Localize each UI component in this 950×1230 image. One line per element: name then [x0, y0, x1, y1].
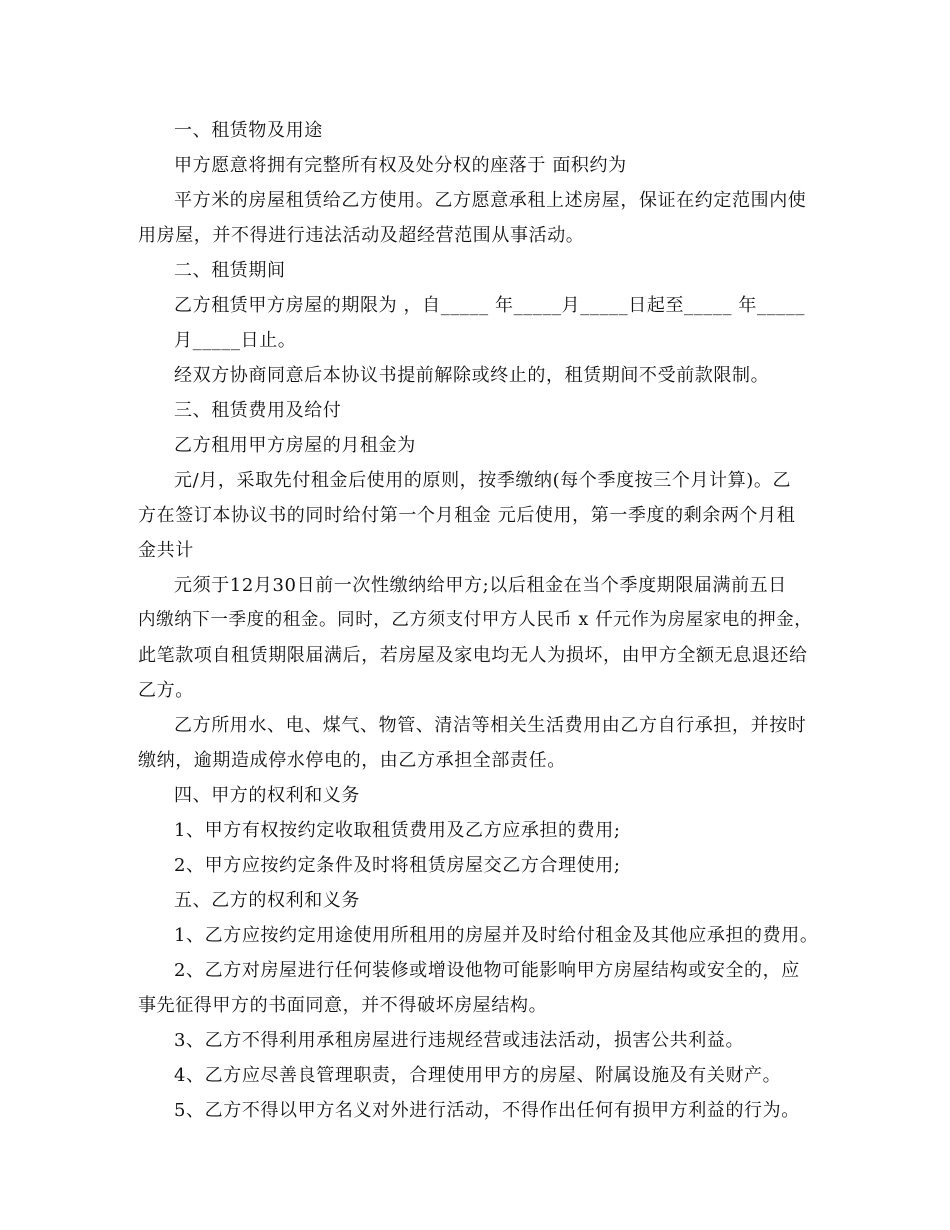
list-item: 2、甲方应按约定条件及时将租赁房屋交乙方合理使用;: [174, 855, 621, 876]
list-item: 1、乙方应按约定用途使用所租用的房屋并及时给付租金及其他应承担的费用。: [174, 925, 819, 946]
paragraph-line: 此笔款项自租赁期限届满后，若房屋及家电均无人为损坏，由甲方全额无息退还给: [138, 645, 808, 666]
list-item-continuation: 事先征得甲方的书面同意，并不得破坏房屋结构。: [138, 995, 548, 1016]
paragraph-line: 元/月，采取先付租金后使用的原则，按季缴纳(每个季度按三个月计算)。乙: [174, 470, 792, 491]
section-heading-3: 三、租赁费用及给付: [174, 400, 342, 421]
paragraph-line: 缴纳，逾期造成停水停电的，由乙方承担全部责任。: [138, 750, 566, 771]
list-item: 3、乙方不得利用承租房屋进行违规经营或违法活动，损害公共利益。: [174, 1030, 745, 1051]
paragraph-line: 乙方租用甲方房屋的月租金为: [174, 435, 416, 456]
paragraph-line: 乙方租赁甲方房屋的期限为 ，自_____ 年_____月_____日起至_____ 年_____: [174, 295, 805, 316]
document-body: [138, 113, 818, 1128]
section-heading-1: 一、租赁物及用途: [174, 120, 323, 141]
paragraph-line: 金共计: [138, 540, 194, 561]
section-heading-5: 五、乙方的权利和义务: [174, 890, 360, 911]
section-heading-4: 四、甲方的权利和义务: [174, 785, 360, 806]
paragraph-line: 方在签订本协议书的同时给付第一个月租金 元后使用，第一季度的剩余两个月租: [138, 505, 796, 526]
list-item: 1、甲方有权按约定收取租赁费用及乙方应承担的费用;: [174, 820, 621, 841]
paragraph-line: 月_____日止。: [174, 330, 297, 351]
paragraph-line: 内缴纳下一季度的租金。同时，乙方须支付甲方人民币 x 仟元作为房屋家电的押金，: [138, 610, 813, 630]
paragraph-line: 平方米的房屋租赁给乙方使用。乙方愿意承租上述房屋，保证在约定范围内使: [174, 190, 807, 211]
paragraph-line: 乙方所用水、电、煤气、物管、清洁等相关生活费用由乙方自行承担，并按时: [174, 715, 807, 736]
paragraph-line: 元须于12月30日前一次性缴纳给甲方;以后租金在当个季度期限届满前五日: [174, 575, 787, 596]
paragraph-line: 经双方协商同意后本协议书提前解除或终止的，租赁期间不受前款限制。: [174, 365, 770, 386]
list-item: 2、乙方对房屋进行任何装修或增设他物可能影响甲方房屋结构或安全的，应: [174, 960, 800, 981]
paragraph-line: 乙方。: [138, 680, 194, 701]
list-item: 4、乙方应尽善良管理职责，合理使用甲方的房屋、附属设施及有关财产。: [174, 1065, 782, 1086]
list-item: 5、乙方不得以甲方名义对外进行活动，不得作出任何有损甲方利益的行为。: [174, 1100, 800, 1121]
paragraph-line: 甲方愿意将拥有完整所有权及处分权的座落于 面积约为: [174, 155, 627, 176]
paragraph-line: 用房屋，并不得进行违法活动及超经营范围从事活动。: [138, 225, 585, 246]
section-heading-2: 二、租赁期间: [174, 260, 286, 281]
